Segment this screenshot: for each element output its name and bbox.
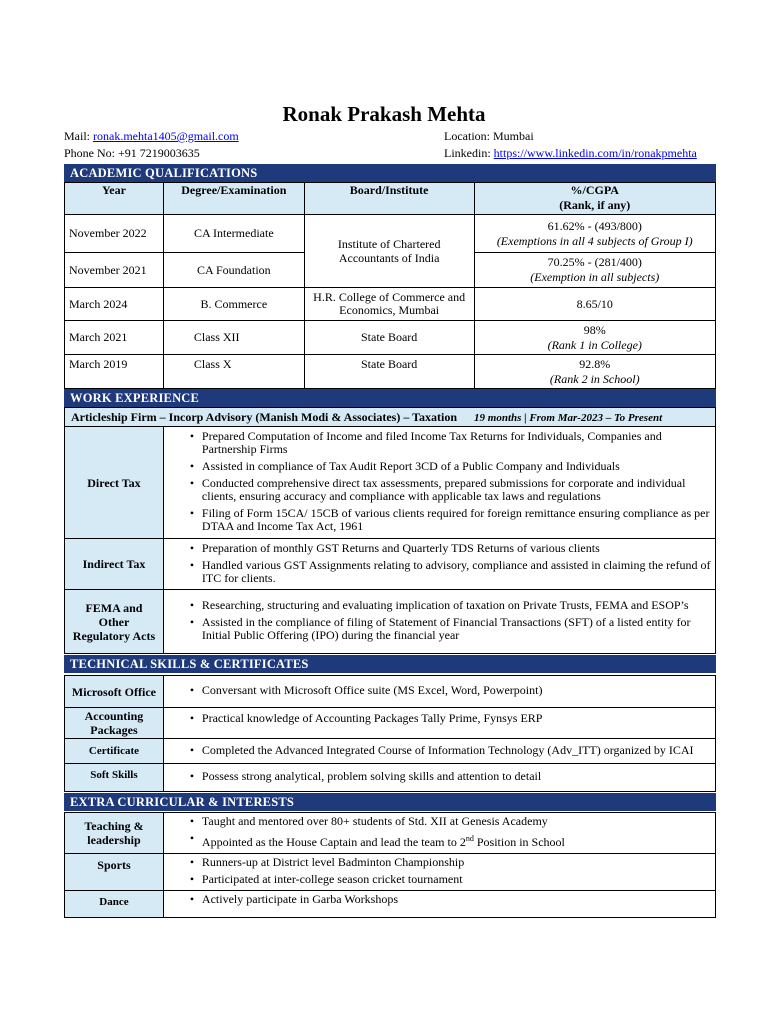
row-degree: CA Foundation	[163, 253, 304, 288]
skill-label: Microsoft Office	[65, 676, 164, 708]
row-year: March 2024	[65, 288, 164, 321]
work-group-label: Direct Tax	[65, 427, 164, 539]
row-score: 8.65/10	[474, 288, 715, 321]
phone-line	[64, 145, 239, 162]
list-item-text: Position in School	[473, 835, 565, 849]
list-item: • Researching, structuring and evaluating implication of taxation on Private Trusts, FEMA and ESOP’s	[202, 599, 711, 612]
work-group-items	[163, 539, 715, 590]
list-item-text: Appointed as the House Captain and lead the team to 2	[201, 835, 466, 849]
score-value: 98%	[583, 322, 606, 337]
superscript: nd	[465, 834, 474, 843]
section-academic-title: ACADEMIC QUALIFICATIONS	[64, 164, 716, 182]
candidate-name: Ronak Prakash Mehta	[282, 102, 486, 126]
score-note: (Rank 2 in School)	[549, 371, 640, 386]
row-year: March 2021	[65, 321, 164, 355]
table-row	[65, 854, 716, 891]
table-row	[65, 891, 716, 918]
work-group-items	[163, 590, 715, 654]
header-degree: Degree/Examination	[163, 183, 304, 215]
skill-text-cell	[163, 676, 715, 708]
mail-link[interactable]: ronak.mehta1405@gmail.com	[93, 129, 239, 143]
skill-text-cell	[163, 764, 715, 792]
row-score	[474, 253, 715, 288]
row-year: November 2022	[65, 215, 164, 253]
row-board: H.R. College of Commerce and Economics, Mumbai	[304, 288, 474, 321]
location-line	[444, 128, 697, 145]
row-degree: Class X	[163, 355, 304, 389]
phone-label: Phone No:	[64, 146, 115, 160]
mail-line	[64, 128, 239, 145]
list-item: • Possess strong analytical, problem solving skills and attention to detail	[202, 770, 711, 783]
row-degree: B. Commerce	[163, 288, 304, 321]
list-item: • Handled various GST Assignments relating to advisory, compliance and assisted in claiming the refund of ITC for clients.	[202, 559, 711, 585]
row-board: State Board	[304, 321, 474, 355]
row-score	[474, 215, 715, 253]
linkedin-line	[444, 145, 697, 162]
skills-table	[64, 675, 716, 792]
header-score-line2: (Rank, if any)	[559, 198, 631, 212]
row-board: State Board	[304, 355, 474, 389]
row-score	[474, 321, 715, 355]
table-row	[65, 355, 716, 389]
mail-label: Mail:	[64, 129, 90, 143]
skill-text-cell	[163, 739, 715, 764]
section-extra-title: EXTRA CURRICULAR & INTERESTS	[64, 793, 716, 811]
table-row	[65, 813, 716, 854]
list-item: • Participated at inter-college season cricket tournament	[202, 873, 711, 886]
section-skills-title: TECHNICAL SKILLS & CERTIFICATES	[64, 655, 716, 673]
work-group-label: Indirect Tax	[65, 539, 164, 590]
score-value: 61.62% - (493/800)	[547, 218, 642, 233]
header-score-line1: %/CGPA	[570, 183, 619, 197]
row-year: November 2021	[65, 253, 164, 288]
section-work-title: WORK EXPERIENCE	[64, 389, 716, 407]
list-item: • Runners-up at District level Badminton Championship	[202, 856, 711, 869]
academic-table	[64, 182, 716, 389]
row-year: March 2019	[65, 355, 164, 389]
table-row	[65, 739, 716, 764]
skill-label: Soft Skills	[65, 764, 164, 792]
firm-name: Articleship Firm – Incorp Advisory (Manish Modi & Associates) – Taxation	[71, 409, 458, 424]
list-item	[202, 832, 711, 849]
skill-label: Certificate	[65, 739, 164, 764]
list-item: • Assisted in the compliance of filing of Statement of Financial Transactions (SFT) of a listed entity for Initial Public Offering (IPO) during the financial year	[202, 616, 711, 642]
list-item: • Completed the Advanced Integrated Course of Information Technology (Adv_ITT) organized by ICAI	[202, 744, 711, 757]
table-row	[65, 764, 716, 792]
header-board: Board/Institute	[304, 183, 474, 215]
score-value: 70.25% - (281/400)	[547, 255, 642, 269]
firm-duration: 19 months | From Mar-2023 – To Present	[474, 411, 663, 424]
row-board-ca: Institute of Chartered Accountants of India	[304, 215, 474, 288]
list-item: • Taught and mentored over 80+ students of Std. XII at Genesis Academy	[202, 815, 711, 828]
extra-label: Teaching & leadership	[65, 813, 164, 854]
extra-items	[163, 813, 715, 854]
score-value: 92.8%	[579, 356, 611, 371]
table-row	[65, 288, 716, 321]
firm-cell	[65, 408, 716, 427]
skill-text-cell	[163, 708, 715, 739]
work-group-row	[65, 539, 716, 590]
work-group-row	[65, 590, 716, 654]
work-group-row	[65, 427, 716, 539]
header-year: Year	[65, 183, 164, 215]
row-score	[474, 355, 715, 389]
list-item: • Assisted in compliance of Tax Audit Report 3CD of a Public Company and Individuals	[202, 460, 711, 473]
list-item: • Practical knowledge of Accounting Packages Tally Prime, Fynsys ERP	[202, 712, 711, 725]
list-item: • Filing of Form 15CA/ 15CB of various clients required for foreign remittance ensuring compliance as per DTAA and Income Tax Act, 1961	[202, 507, 711, 533]
skill-label: Accounting Packages	[65, 708, 164, 739]
score-note: (Rank 1 in College)	[547, 337, 642, 352]
linkedin-link[interactable]: https://www.linkedin.com/in/ronakpmehta	[493, 146, 697, 160]
contact-right	[444, 128, 697, 162]
extra-table	[64, 812, 716, 918]
work-group-items	[163, 427, 715, 539]
work-group-label: FEMA and Other Regulatory Acts	[65, 590, 164, 654]
list-item: • Prepared Computation of Income and filed Income Tax Returns for Individuals, Companies and Partnership Firms	[202, 430, 711, 456]
location-value: Mumbai	[492, 129, 534, 143]
score-note: (Exemptions in all 4 subjects of Group I)	[496, 233, 693, 248]
table-row	[65, 676, 716, 708]
linkedin-label: Linkedin:	[444, 146, 491, 160]
table-row	[65, 321, 716, 355]
table-row	[65, 215, 716, 253]
phone-value: +91 7219003635	[118, 146, 200, 160]
academic-header-row	[65, 183, 716, 215]
work-table	[64, 407, 716, 654]
list-item: • Actively participate in Garba Workshops	[202, 893, 711, 906]
extra-items	[163, 854, 715, 891]
header-score	[474, 183, 715, 215]
score-note: (Exemption in all subjects)	[530, 270, 660, 284]
work-firm-row	[65, 408, 716, 427]
row-degree: Class XII	[163, 321, 304, 355]
contact-left	[64, 128, 239, 162]
extra-items	[163, 891, 715, 918]
list-item: • Conversant with Microsoft Office suite (MS Excel, Word, Powerpoint)	[202, 684, 711, 697]
row-degree: CA Intermediate	[163, 215, 304, 253]
extra-label: Dance	[65, 891, 164, 918]
location-label: Location:	[444, 129, 490, 143]
extra-label: Sports	[65, 854, 164, 891]
table-row	[65, 708, 716, 739]
list-item: • Preparation of monthly GST Returns and Quarterly TDS Returns of various clients	[202, 542, 711, 555]
list-item: • Conducted comprehensive direct tax assessments, prepared submissions for corporate and individual clients, ensuring accuracy and compliance with applicable tax laws and regulations	[202, 477, 711, 503]
